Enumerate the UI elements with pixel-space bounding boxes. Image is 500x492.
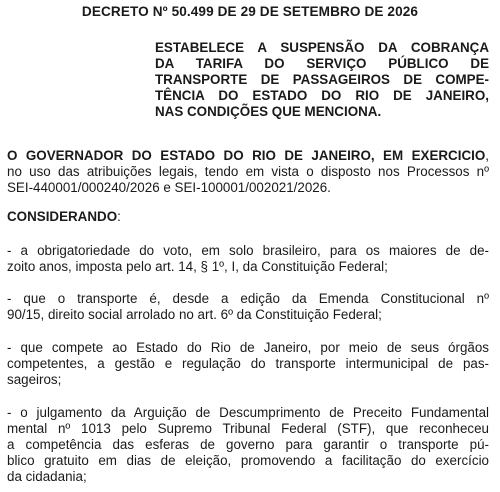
ementa-line: TÊNCIA DO ESTADO DO RIO DE JANEIRO, <box>155 88 489 103</box>
item-line: da cidadania; <box>7 469 87 484</box>
item-line: sageiros; <box>7 372 62 387</box>
decree-title: DECRETO Nº 50.499 DE 29 DE SETEMBRO DE 2026 <box>81 4 419 19</box>
considerando-heading <box>7 209 489 225</box>
item-line: blico gratuito em dias de eleição, promovendo a facilitação do exercício <box>7 453 489 468</box>
preamble-lead-rest: , <box>485 148 489 163</box>
item-line: zoito anos, imposta pelo art. 14, § 1º, I, da Constituição Federal; <box>7 259 388 274</box>
item-line: mental nº 1013 pelo Supremo Tribunal Federal (STF), que reconheceu <box>7 421 489 436</box>
item-line: 90/15, direito social arrolado no art. 6º da Constituição Federal; <box>7 307 382 322</box>
item-line: - a obrigatoriedade do voto, em solo brasileiro, para os maiores de de- <box>7 243 489 258</box>
ementa-line: DA TARIFA DO SERVIÇO PÚBLICO DE <box>155 56 489 71</box>
ementa-line: NAS CONDIÇÕES QUE MENCIONA. <box>155 104 382 119</box>
item-line: - o julgamento da Arguição de Descumprimento de Preceito Fundamental <box>7 405 489 420</box>
item-line: a competência das esferas de governo para garantir o transporte pú- <box>7 437 489 452</box>
ementa-line: ESTABELECE A SUSPENSÃO DA COBRANÇA <box>155 40 489 55</box>
considerando-colon: : <box>117 209 121 224</box>
ementa-line: TRANSPORTE DE PASSAGEIROS DE COMPE- <box>155 72 489 87</box>
considerando-label: CONSIDERANDO <box>7 209 118 224</box>
considerando-item <box>7 340 489 388</box>
item-line: - que o transporte é, desde a edição da Emenda Constitucional nº <box>7 291 489 306</box>
preamble-first-line <box>7 148 489 164</box>
decree-ementa <box>155 40 489 120</box>
considerando-item <box>7 405 489 485</box>
considerando-item <box>7 243 489 275</box>
preamble-line: no uso das atribuições legais, tendo em vista o disposto nos Processos nº <box>7 164 489 179</box>
preamble-authority: O GOVERNADOR DO ESTADO DO RIO DE JANEIRO, EM EXERCICIO <box>7 148 486 163</box>
preamble-line: SEI-440001/000240/2026 e SEI-100001/002021/2026. <box>7 180 331 195</box>
preamble-paragraph <box>7 148 489 196</box>
considerando-item <box>7 291 489 323</box>
item-line: competentes, a gestão e regulação do transporte intermunicipal de pas- <box>7 356 489 371</box>
item-line: - que compete ao Estado do Rio de Janeiro, por meio de seus órgãos <box>7 340 489 355</box>
